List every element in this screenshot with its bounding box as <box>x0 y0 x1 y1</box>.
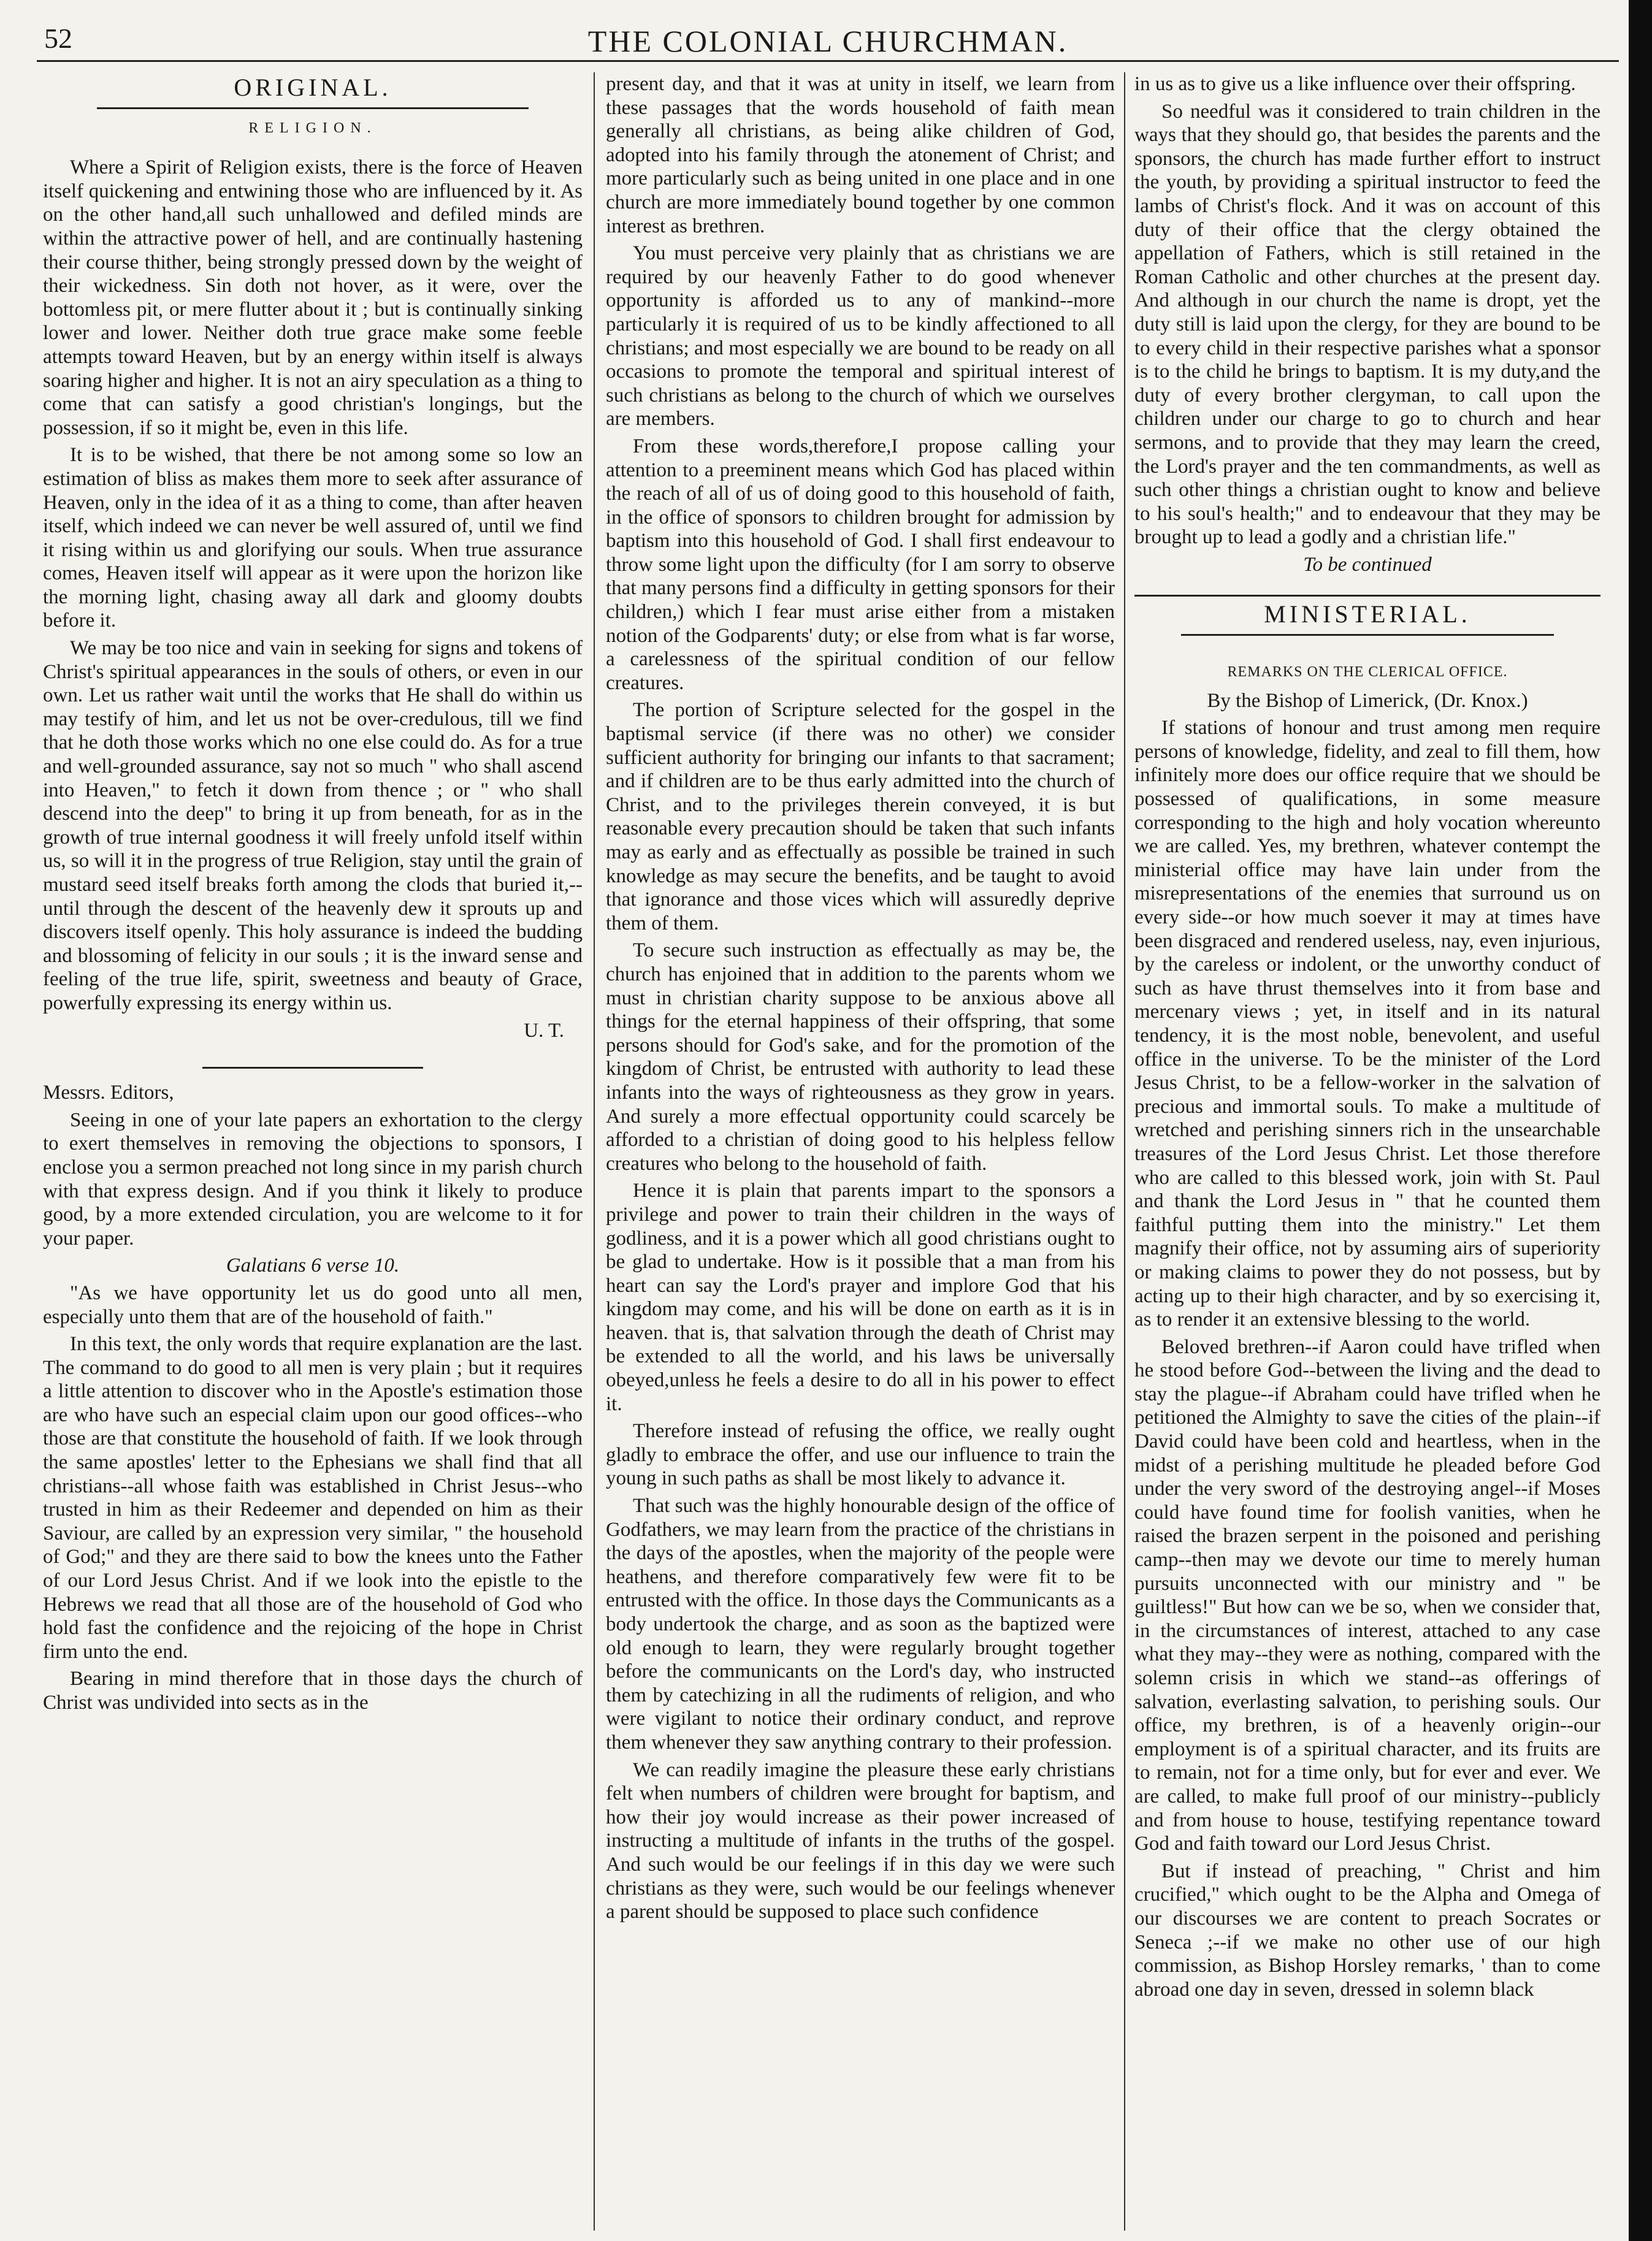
continued-note: To be continued <box>1303 553 1432 576</box>
divider <box>202 1067 423 1069</box>
column-middle <box>606 72 1115 1928</box>
paragraph: The portion of Scripture selected for the gospel in the baptismal service (if there was no other) we consider sufficient authority for bringing our infants to that sacrament; and if children are to be thus early admitted into the church of Christ, and to the privileges therein conveyed, it is but reasonable every precaution should be taken that such infants may as early and as effectually as possible be trained in such knowledge as may secure the benefits, and be taught to avoid that ignorance and those vices which will assuredly deprive them of them. <box>606 699 1115 934</box>
paragraph: That such was the highly honourable design of the office of Godfathers, we may learn from the practice of the christians in the days of the apostles, when the majority of the people were heathens, and therefore comparatively few were fit to be entrusted with the office. In those days the Communicants as a body undertook the charge, and as soon as the baptized were old enough to learn, they were regularly brought together before the communicants on the Lord's day, who instructed them by catechizing in all the rudiments of religion, and who were vigilant to notice their ordinary conduct, and reprove them whenever they saw anything contrary to their profession. <box>606 1495 1115 1754</box>
article-title-religion: RELIGION. <box>248 120 377 136</box>
paragraph: Therefore instead of refusing the office, we really ought gladly to embrace the offer, and use our influence to train the young in such paths as shall be most likely to advance it. <box>606 1420 1115 1490</box>
article-title-clerical-office: REMARKS ON THE CLERICAL OFFICE. <box>1227 664 1508 681</box>
section-heading-original: ORIGINAL. <box>234 74 392 101</box>
paragraph: Beloved brethren--if Aaron could have trifled when he stood before God--between the living and the dead to stay the plague--if Abraham could have trifled when he petitioned the Almighty to save the cities of the plain--if David could have been cold and heartless, when in the midst of a perishing multitude he pleaded before God under the very sword of the destroying angel--if Moses could have found time for foolish vanities, when he raised the brazen serpent in the poisoned and perishing camp--then may we devote our time to merely human pursuits unconnected with our ministry and " be guiltless!" But how can we be so, when we consider that, in the circumstances of interest, attached to any case what they may--they were as nothing, compared with the solemn crisis in which we stand--as offerings of salvation, everlasting salvation, to perishing souls. Our office, my brethren, is of a heavenly origin--our employment is of a spiritual character, and its fruits are to remain, not for a time only, but for ever and ever. We are called, to make full proof of our ministry--publicly and from house to house, testifying repentance toward God and faith toward our Lord Jesus Christ. <box>1134 1335 1600 1855</box>
masthead: THE COLONIAL CHURCHMAN. <box>587 24 1068 58</box>
paragraph: Where a Spirit of Religion exists, there is the force of Heaven itself quickening and entwining those who are influenced by it. As on the other hand,all such unhallowed and defiled minds are within the attractive power of hell, and are continually hastening their course thither, being strongly pressed down by the weight of their wickedness. Sin doth not hover, as it were, over the bottomless pit, or mere flutter about it ; but is continually sinking lower and lower. Neither doth true grace make some feeble attempts toward Heaven, but by an energy within itself is always soaring higher and higher. It is not an airy speculation as a thing to come that can satisfy a good christian's longings, but the possession, if so it might be, even in this life. <box>43 156 583 439</box>
divider <box>1134 595 1600 597</box>
paragraph: It is to be wished, that there be not among some so low an estimation of bliss as makes them more to seek after assurance of Heaven, only in the idea of it as a thing to come, than after heaven itself, which indeed we can never be well assured of, until we find it rising within us and glorifying our souls. When true assurance comes, Heaven itself will appear as it were upon the horizon like the morning light, chasing away all dark and gloomy doubts before it. <box>43 444 583 632</box>
divider <box>97 107 529 109</box>
paragraph: In this text, the only words that require explanation are the last. The command to do good to all men is very plain ; but it requires a little attention to discover who in the Apostle's estimation those are who have such an especial claim upon our good offices--who those are that constitute the household of faith. If we look through the same apostles' letter to the Ephesians we shall find that all christians--all whose faith was established in Christ Jesus--who trusted in him as their Redeemer and depended on him as their Saviour, are called by an expression very similar, " the household of God;" and they are there said to bow the knees unto the Father of our Lord Jesus Christ. And if we look into the epistle to the Hebrews we read that all those are of the household of God who hold fast the confidence and the rejoicing of the hope in Christ firm unto the end. <box>43 1333 583 1663</box>
column-right <box>1134 72 1600 2005</box>
paragraph: If stations of honour and trust among men require persons of knowledge, fidelity, and zeal to fill them, how infinitely more does our office require that we should be possessed of qualifications, in some measure corresponding to the high and holy vocation whereunto we are called. Yes, my brethren, whatever contempt the ministerial office may have lain under from the misrepresentations of the enemies that surround us on every side--or how much soever it may at times have been disgraced and rendered useless, nay, even injurious, by the careless or indolent, or the unworthy conduct of such as have thrust themselves into it from base and mercenary views ; yet, in itself and in its natural tendency, it is the most noble, benevolent, and useful office in the universe. To be the minister of the Lord Jesus Christ, to be a fellow-worker in the salvation of precious and immortal souls. To make a multitude of wretched and perishing sinners rich in the unsearchable treasures of the Lord Jesus Christ. Let those therefore who are called to this blessed work, join with St. Paul and thank the Lord Jesus in " that he counted them faithful putting them into the ministry." Let them magnify their office, not by assuming airs of superiority or making claims to power they do not possess, but by acting up to their high character, and by so exercising it, as to render it an extensive blessing to the world. <box>1134 717 1600 1331</box>
scripture-reference: Galatians 6 verse 10. <box>226 1254 400 1277</box>
column-rule <box>1124 72 1125 2231</box>
paragraph: From these words,therefore,I propose calling your attention to a preeminent means which God has placed within the reach of all of us of doing good to this household of faith, in the office of sponsors to children brought for admission by baptism into this household of God. I shall first endeavour to throw some light upon the difficulty (for I am sorry to observe that many persons find a difficulty in getting sponsors for their children,) which I fear must arise either from a mistaken notion of the Godparents' duty; or else from what is far worse, a carelessness of the spiritual condition of our fellow creatures. <box>606 435 1115 694</box>
paragraph: Seeing in one of your late papers an exhortation to the clergy to exert themselves in removing the objections to sponsors, I enclose you a sermon preached not long since in my parish church with that express design. And if you think it likely to produce good, by a more extended circulation, you are welcome to it for your paper. <box>43 1109 583 1250</box>
divider <box>1181 634 1554 636</box>
paragraph: You must perceive very plainly that as christians we are required by our heavenly Father to do good whenever opportunity is afforded us to any of mankind--more particularly it is required of us to be kindly affectioned to all christians; and most especially we are bound to be ready on all occasions to promote the temporal and spiritual interest of such christians as belong to the church of which we ourselves are members. <box>606 242 1115 430</box>
paragraph: present day, and that it was at unity in itself, we learn from these passages that the words household of faith mean generally all christians, as being alike children of God, adopted into his family through the atonement of Christ; and more particularly such as being united in one place and in one church are more immediately bound together by one common interest as brethren. <box>606 73 1115 237</box>
paragraph: Hence it is plain that parents impart to the sponsors a privilege and power to train their children in the ways of godliness, and it is a power which all good christians ought to be glad to undertake. How is it possible that a man from his heart can say the Lord's prayer and implore God that his kingdom may come, and his will be done on earth as it is in heaven. that is, that salvation through the death of Christ may be extended to all the world, and his laws be universally obeyed,unless he feels a desire to do all in his power to effect it. <box>606 1180 1115 1415</box>
signature: U. T. <box>524 1019 564 1042</box>
column-left <box>43 72 583 1719</box>
scan-edge <box>1629 0 1652 2241</box>
paragraph: in us as to give us a like influence over their offspring. <box>1134 73 1576 95</box>
page-number: 52 <box>44 23 72 54</box>
salutation: Messrs. Editors, <box>43 1082 174 1104</box>
paragraph: We can readily imagine the pleasure these early christians felt when numbers of children were brought for baptism, and how their joy would increase as their power increased of instructing a multitude of infants in the truths of the gospel. And such would be our feelings if in this day we were such christians as they were, such would be our feelings whenever a parent should be supposed to place such confidence <box>606 1758 1115 1923</box>
paragraph: But if instead of preaching, " Christ and him crucified," which ought to be the Alpha and Omega of our discourses we are content to preach Socrates or Seneca ;--if we make no other use of our high commission, as Bishop Horsley remarks, ' than to come abroad one day in seven, dressed in solemn black <box>1134 1860 1600 2001</box>
paragraph: To secure such instruction as effectually as may be, the church has enjoined that in addition to the parents whom we must in christian charity suppose to be anxious above all things for the eternal happiness of their offspring, that some persons should for God's sake, and for the promotion of the kingdom of Christ, be entrusted with authority to lead these infants into the ways of righteousness as they grow in years. And surely a more effectual opportunity could scarcely be afforded to a christian of doing good to his helpless fellow creatures who belong to the household of faith. <box>606 939 1115 1175</box>
column-rule <box>594 72 595 2231</box>
paragraph: So needful was it considered to train children in the ways that they should go, that besides the parents and the sponsors, the church has made further effort to instruct the youth, by providing a spiritual instructor to feed the lambs of Christ's flock. And it was on account of this duty of their office that the clergy obtained the appellation of Fathers, which is still retained in the Roman Catholic and other churches at the present day. And although in our church the name is dropt, yet the duty still is laid upon the clergy, for they are bound to be to every child in their respective parishes what a sponsor is to the child he brings to baptism. It is my duty,and the duty of every brother clergyman, to call upon the children under our charge to go to church and hear sermons, and to provide that they may learn the creed, the Lord's prayer and the ten commandments, as well as such other things a christian ought to know and believe to his soul's health;" and to endeavour that they may be brought up to lead a godly and a christian life." <box>1134 100 1600 549</box>
page-header <box>37 17 1619 62</box>
paragraph: We may be too nice and vain in seeking for signs and tokens of Christ's spiritual appearances in the souls of others, or even in our own. Let us rather wait until the works that He shall do within us may testify of him, and let us not be over-credulous, till we find that he doth those works which no one else could do. As for a true and well-grounded assurance, say not so much " who shall ascend into Heaven," to fetch it down from thence ; or " who shall descend into the deep" to bring it up from beneath, for as in the growth of true internal goodness it will freely unfold itself within us, so will it in the progress of true Religion, stay until the grain of mustard seed itself breaks forth among the clods that buried it,--until through the descent of the heavenly dew it sprouts up and discovers itself openly. This holy assurance is indeed the budding and blossoming of felicity in our souls ; it is the inward sense and feeling of the true life, spirit, sweetness and beauty of Grace, powerfully expressing its energy within us. <box>43 637 583 1014</box>
scripture-quote: "As we have opportunity let us do good unto all men, especially unto them that are of the household of faith." <box>43 1281 583 1328</box>
byline: By the Bishop of Limerick, (Dr. Knox.) <box>1207 689 1528 712</box>
section-heading-ministerial: MINISTERIAL. <box>1264 600 1471 628</box>
paragraph: Bearing in mind therefore that in those days the church of Christ was undivided into sects as in the <box>43 1668 583 1714</box>
